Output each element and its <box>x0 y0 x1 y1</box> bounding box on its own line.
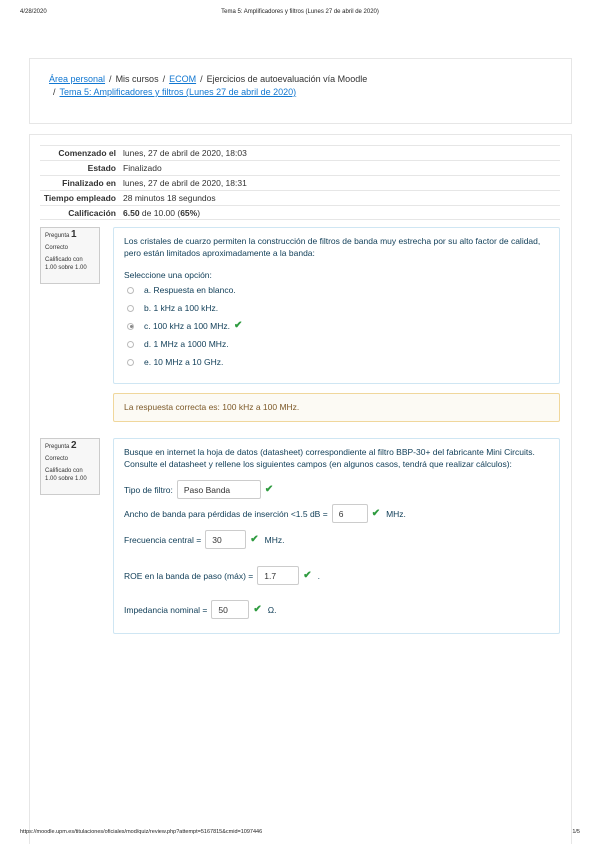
question-number: 1 <box>71 229 77 240</box>
check-icon: ✔ <box>264 483 274 495</box>
print-page-number: 1/5 <box>572 829 580 835</box>
radio-button-selected[interactable] <box>127 323 134 330</box>
check-icon: ✔ <box>253 603 262 615</box>
breadcrumb-section: Ejercicios de autoevaluación vía Moodle <box>206 74 368 84</box>
question-1-info: Pregunta 1 Correcto Calificado con 1.00 sobre 1.00 <box>40 227 100 284</box>
question-text: Los cristales de cuarzo permiten la construcción de filtros de banda muy estrecha por su alto factor de calidad, pero están limitados aproximadamente a la banda: <box>124 236 541 258</box>
question-grade: Calificado con 1.00 sobre 1.00 <box>45 468 87 482</box>
grade-score: 6.50 <box>123 207 140 218</box>
attempt-summary-table <box>40 145 560 220</box>
breadcrumb-panel <box>29 58 572 124</box>
check-icon: ✔ <box>250 533 259 545</box>
print-footer <box>0 829 600 839</box>
summary-grade-row: Calificación 6.50 de 10.00 (65%) <box>40 205 560 220</box>
breadcrumb: Área personal / Mis cursos / ECOM / Ejercicios de autoevaluación vía Moodle / Tema 5: Amplificadores y filtros (Lunes 27 de abril de 2020) <box>49 74 368 97</box>
answer-prompt: Seleccione una opción: <box>124 270 212 280</box>
question-status: Correcto <box>45 245 69 251</box>
filter-type-select[interactable]: Paso Banda <box>177 480 261 499</box>
field-bandwidth: Ancho de banda para pérdidas de inserción <1.5 dB = 6 ✔ MHz. <box>124 504 406 523</box>
summary-row: Tiempo empleado 28 minutos 18 segundos <box>40 190 560 205</box>
field-impedance: Impedancia nominal = 50 ✔ Ω. <box>124 600 277 619</box>
breadcrumb-courses: Mis cursos <box>115 74 159 84</box>
correct-answer-feedback: La respuesta correcta es: 100 kHz a 100 MHz. <box>113 393 560 422</box>
grade-percent: 65% <box>180 207 198 218</box>
answer-option-selected[interactable]: c. 100 kHz a 100 MHz. ✔ <box>124 317 549 335</box>
breadcrumb-course-link[interactable]: ECOM <box>169 74 197 84</box>
question-2-info: Pregunta 2 Correcto Calificado con 1.00 sobre 1.00 <box>40 438 100 495</box>
impedance-input[interactable]: 50 <box>211 600 249 619</box>
field-filter-type: Tipo de filtro: Paso Banda ✔ <box>124 480 273 499</box>
radio-button[interactable] <box>127 287 134 294</box>
question-text: Busque en internet la hoja de datos (datasheet) correspondiente al filtro BBP-30+ del fabricante Mini Circuits. Consulte el datasheet y rellene los siguientes campos (en algunos casos, tendrá que realizar cálculos): <box>124 447 535 469</box>
print-title: Tema 5: Amplificadores y filtros (Lunes 27 de abril de 2020) <box>221 9 379 15</box>
swr-input[interactable]: 1.7 <box>257 566 299 585</box>
check-icon: ✔ <box>303 569 312 581</box>
summary-row: Finalizado en lunes, 27 de abril de 2020, 18:31 <box>40 175 560 190</box>
question-1-content <box>113 227 560 384</box>
center-frequency-input[interactable]: 30 <box>205 530 246 549</box>
summary-row: Comenzado el lunes, 27 de abril de 2020, 18:03 <box>40 145 560 160</box>
field-center-frequency: Frecuencia central = 30 ✔ MHz. <box>124 530 284 549</box>
print-header <box>0 9 600 19</box>
summary-row: Estado Finalizado <box>40 160 560 175</box>
answer-option[interactable]: d. 1 MHz a 1000 MHz. <box>124 335 549 353</box>
check-icon: ✔ <box>371 507 381 519</box>
breadcrumb-quiz-link[interactable]: Tema 5: Amplificadores y filtros (Lunes 27 de abril de 2020) <box>59 87 297 97</box>
print-url: https://moodle.upm.es/titulaciones/oficiales/mod/quiz/review.php?attempt=5167815&cmid=1097446 <box>20 829 263 835</box>
radio-button[interactable] <box>127 341 134 348</box>
answer-option[interactable]: b. 1 kHz a 100 kHz. <box>124 299 549 317</box>
breadcrumb-home-link[interactable]: Área personal <box>49 74 106 84</box>
radio-button[interactable] <box>127 305 134 312</box>
answer-option[interactable]: a. Respuesta en blanco. <box>124 281 549 299</box>
field-swr: ROE en la banda de paso (máx) = 1.7 ✔ . <box>124 566 320 585</box>
radio-button[interactable] <box>127 359 134 366</box>
print-date: 4/28/2020 <box>20 9 47 15</box>
question-2-content <box>113 438 560 634</box>
question-grade: Calificado con 1.00 sobre 1.00 <box>45 257 87 271</box>
check-icon: ✔ <box>233 320 243 331</box>
answer-option[interactable]: e. 10 MHz a 10 GHz. <box>124 353 549 371</box>
question-status: Correcto <box>45 456 69 462</box>
bandwidth-input[interactable]: 6 <box>332 504 368 523</box>
question-number: 2 <box>71 440 77 451</box>
